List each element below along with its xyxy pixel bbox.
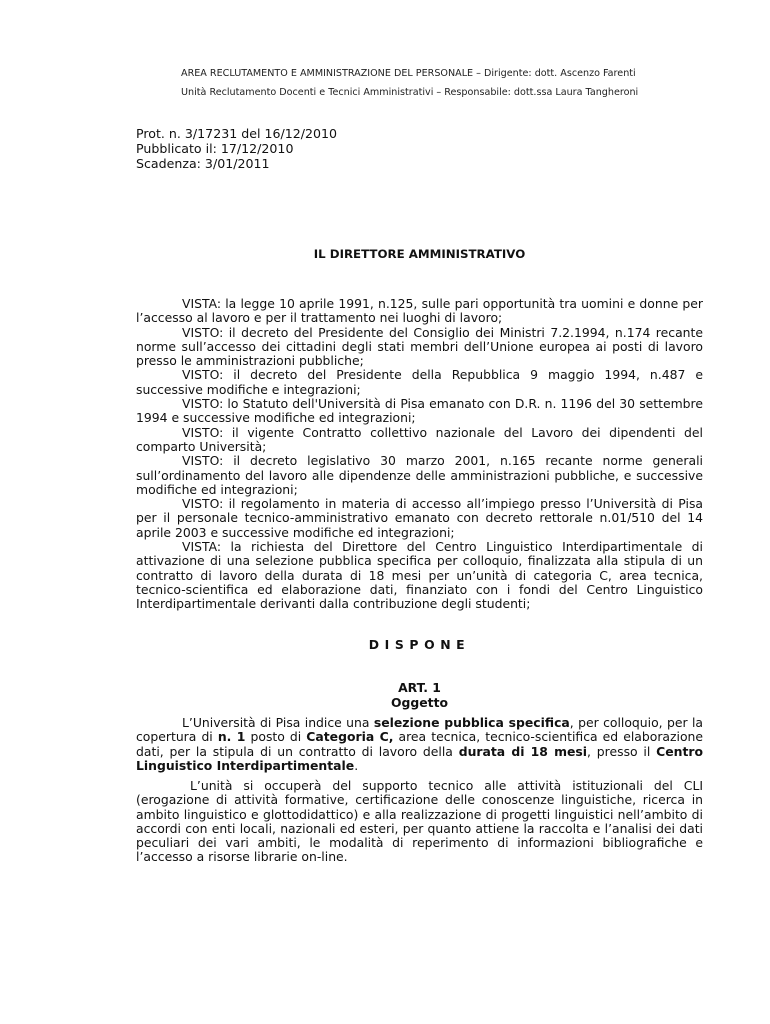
- visto-paragraph: VISTO: il decreto legislativo 30 marzo 2001, n.165 recante norme generali sull’ordinamento del lavoro alle dipendenze delle amministrazioni pubbliche, e successive modifiche ed integrazioni;: [136, 453, 703, 497]
- text-run: .: [354, 757, 359, 773]
- document-title: IL DIRETTORE AMMINISTRATIVO: [313, 247, 526, 261]
- visto-paragraph: VISTO: il decreto del Presidente della Repubblica 9 maggio 1994, n.487 e successive modifiche e integrazioni;: [136, 367, 703, 397]
- text-run: posto di: [245, 729, 307, 745]
- bold-run: selezione pubblica specifica: [373, 715, 570, 730]
- article-paragraph-text: [136, 716, 703, 773]
- article-paragraph-2: [136, 779, 703, 865]
- protocol-number: Prot. n. 3/17231 del 16/12/2010: [136, 126, 338, 141]
- article-paragraph-1: [136, 716, 703, 773]
- article-title: Oggetto: [390, 694, 449, 710]
- header-area-line: AREA RECLUTAMENTO E AMMINISTRAZIONE DEL PERSONALE – Dirigente: dott. Ascenzo Farenti: [181, 68, 636, 79]
- visto-paragraph: VISTO: il decreto del Presidente del Consiglio dei Ministri 7.2.1994, n.174 recante norme sull’accesso dei cittadini degli stati membri dell’Unione europea ai posti di lavoro presso le amministrazioni pubbliche;: [136, 324, 703, 369]
- visto-paragraph: VISTO: lo Statuto dell'Università di Pisa emanato con D.R. n. 1196 del 30 settembre 1994 e successive modifiche ed integrazioni;: [136, 396, 703, 426]
- article-number: ART. 1: [398, 680, 441, 695]
- header-unit-line: Unità Reclutamento Docenti e Tecnici Amministrativi – Responsabile: dott.ssa Laura Tangheroni: [181, 87, 639, 98]
- publication-date: Pubblicato il: 17/12/2010: [136, 141, 294, 156]
- deadline-date: Scadenza: 3/01/2011: [136, 156, 270, 171]
- bold-run: Categoria C,: [306, 729, 394, 745]
- article-heading: [136, 681, 703, 710]
- bold-run: n. 1: [217, 729, 246, 745]
- text-run: , per colloquio, per la copertura di: [136, 715, 703, 745]
- visto-paragraph: VISTA: la richiesta del Direttore del Centro Linguistico Interdipartimentale di attivazione di una selezione pubblica specifica per colloquio, finalizzata alla stipula di un contratto di lavoro della durata di 18 mesi per un’unità di categoria C, area tecnica, tecnico-scientifica ed elaborazione dati, finanziato con i fondi del Centro Linguistico Interdipartimentale derivanti dalla contribuzione degli studenti;: [136, 539, 703, 612]
- article-paragraph-text: L’unità si occuperà del supporto tecnico alle attività istituzionali del CLI (erogazione di attività formative, certificazione delle conoscenze linguistiche, ricerca in ambito linguistico e glottodidattico) e alla realizzazione di progetti linguistici nell’ambito di accordi con enti locali, nazionali ed esteri, per quanto attiene la raccolta e l’analisi dei dati peculiari dei vari ambiti, le modalità di reperimento di informazioni bibliografiche e l’accesso a risorse librarie on-line.: [136, 778, 703, 865]
- visto-paragraph: VISTO: il vigente Contratto collettivo nazionale del Lavoro dei dipendenti del comparto Università;: [136, 424, 703, 454]
- bold-run: Centro Linguistico Interdipartimentale: [136, 743, 703, 773]
- dispone-heading: DISPONE: [368, 637, 471, 652]
- visto-paragraph: VISTO: il regolamento in materia di accesso all’impiego presso l’Università di Pisa per il personale tecnico-amministrativo emanato con decreto rettorale n.01/510 del 14 aprile 2003 e successive modifiche ed integrazioni;: [136, 496, 703, 540]
- text-run: area tecnica, tecnico-scientifica ed elaborazione dati, per la stipula di un contratto di lavoro della: [136, 729, 704, 759]
- visti-section: [136, 297, 703, 612]
- text-run: , presso il: [587, 743, 657, 759]
- visto-paragraph: VISTA: la legge 10 aprile 1991, n.125, sulle pari opportunità tra uomini e donne per l’accesso al lavoro e per il trattamento nei luoghi di lavoro;: [136, 296, 703, 326]
- protocol-block: [136, 126, 337, 171]
- text-run: L’Università di Pisa indice una: [182, 715, 374, 730]
- bold-run: durata di 18 mesi: [458, 743, 588, 759]
